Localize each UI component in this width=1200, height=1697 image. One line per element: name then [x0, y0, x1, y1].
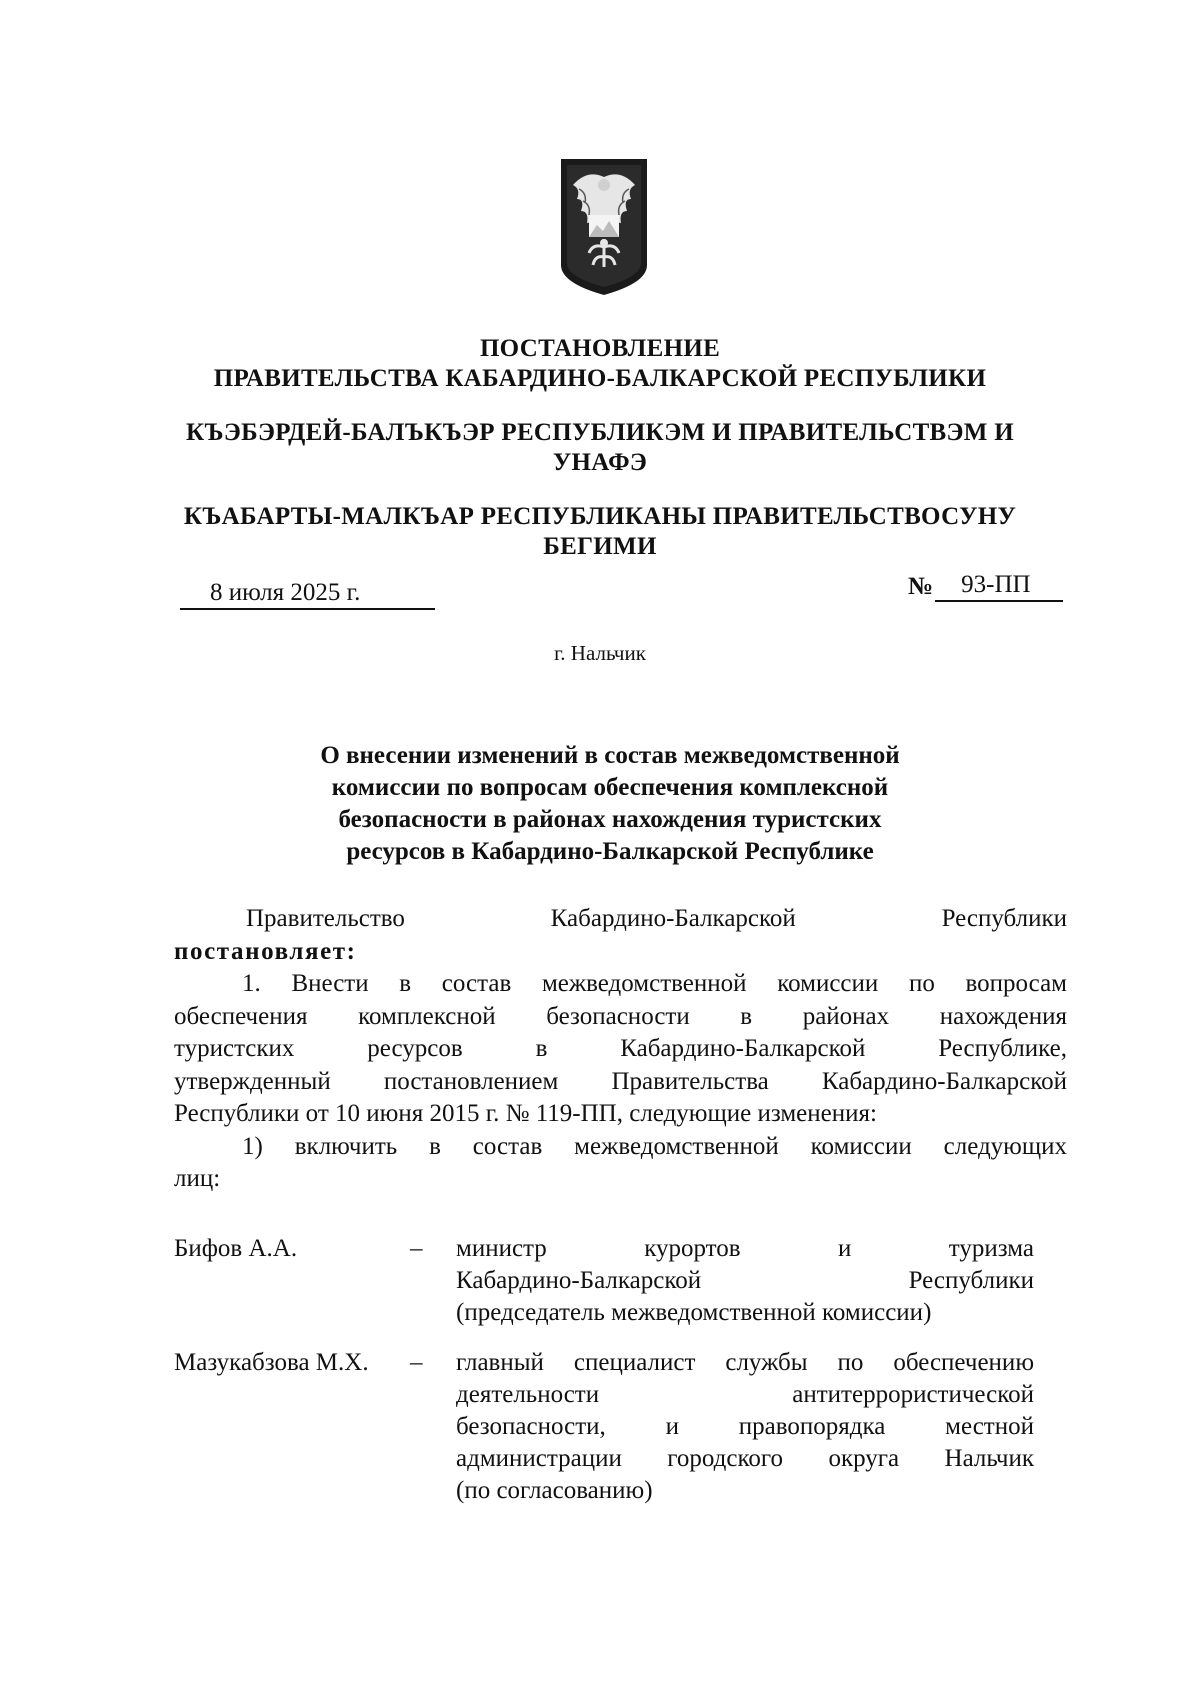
title-line-4: ресурсов в Кабардино-Балкарской Республике — [346, 838, 874, 865]
paragraph-1-line-2: обеспечения комплексной безопасности в районах нахождения — [174, 1002, 1067, 1030]
member-description — [456, 1233, 1034, 1329]
document-title — [260, 740, 960, 868]
header-line-5: КЪАБАРТЫ-МАЛКЪАР РЕСПУБЛИКАНЫ ПРАВИТЕЛЬСТВОСУНУ — [183, 503, 1017, 530]
header-line-1: ПОСТАНОВЛЕНИЕ — [479, 335, 721, 362]
document-city: г. Нальчик — [554, 641, 646, 665]
member-description-line: администрации городского округа Нальчик — [456, 1445, 1034, 1472]
member-name: Мазукабзова М.Х. — [174, 1349, 369, 1376]
document-date: 8 июля 2025 г. — [180, 578, 435, 610]
member-name: Бифов А.А. — [174, 1235, 298, 1262]
body-text — [174, 903, 1067, 1196]
paragraph-1-line-1: 1. Внести в состав межведомственной комиссии по вопросам — [242, 970, 1067, 997]
paragraph-2-line-2: лиц: — [174, 1165, 221, 1192]
title-line-3: безопасности в районах нахождения туристских — [338, 806, 882, 833]
paragraph-1-line-4: утвержденный постановлением Правительства Кабардино-Балкарской — [174, 1067, 1067, 1095]
number-value: 93-ПП — [935, 570, 1063, 602]
member-description-line: (по согласованию) — [456, 1477, 653, 1504]
member-description-line: деятельности антитеррористической — [456, 1381, 1034, 1408]
title-line-1: О внесении изменений в состав межведомственной — [320, 742, 900, 769]
member-description-line: министр курортов и туризма — [456, 1235, 1034, 1262]
member-dash: – — [410, 1349, 423, 1376]
header-line-4: УНАФЭ — [552, 449, 648, 476]
member-description — [456, 1347, 1034, 1507]
title-line-2: комиссии по вопросам обеспечения комплексной — [331, 774, 889, 801]
member-description-line: (председатель межведомственной комиссии) — [456, 1299, 932, 1326]
number-sign: № — [908, 573, 934, 600]
header-line-6: БЕГИМИ — [543, 533, 657, 560]
paragraph-2-line-1: 1) включить в состав межведомственной комиссии следующих — [242, 1132, 1067, 1160]
preamble-decree-word: постановляет: — [174, 937, 357, 965]
paragraph-1-line-5: Республики от 10 июня 2015 г. № 119-ПП, следующие изменения: — [174, 1100, 877, 1127]
preamble-line-1: Правительство Кабардино-Балкарской Республики — [246, 905, 1067, 932]
member-description-line: главный специалист службы по обеспечению — [456, 1349, 1034, 1376]
member-description-line: Кабардино-Балкарской Республики — [456, 1267, 1034, 1294]
member-description-line: безопасности, и правопорядка местной — [456, 1413, 1034, 1440]
header-line-2: ПРАВИТЕЛЬСТВА КАБАРДИНО-БАЛКАРСКОЙ РЕСПУБЛИКИ — [213, 365, 987, 392]
document-number — [908, 570, 1063, 602]
coat-of-arms-emblem — [557, 155, 651, 297]
paragraph-1-line-3: туристских ресурсов в Кабардино-Балкарской Республике, — [174, 1035, 1067, 1062]
member-dash: – — [410, 1235, 423, 1262]
header-line-3: КЪЭБЭРДЕЙ-БАЛЪКЪЭР РЕСПУБЛИКЭМ И ПРАВИТЕЛЬСТВЭМ И — [186, 419, 1014, 446]
